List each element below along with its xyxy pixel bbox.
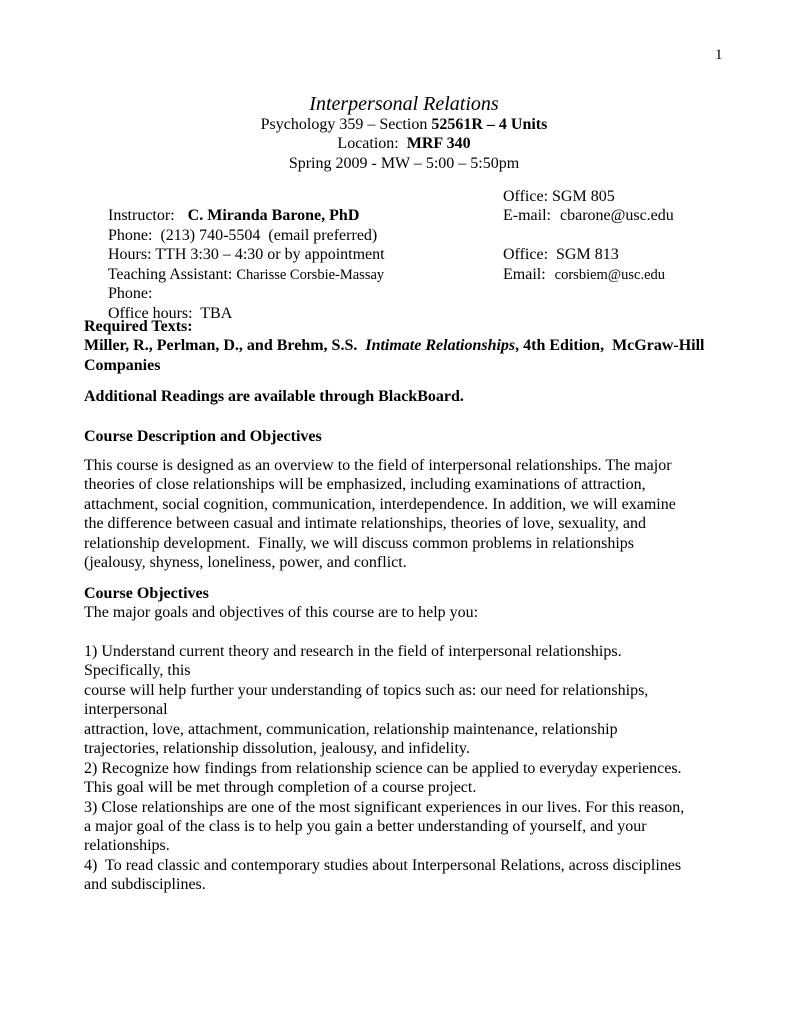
location-value: MRF 340 [406,135,471,153]
description-line: relationship development. Finally, we will discuss common problems in relationships [84,534,634,552]
location-line [84,134,724,153]
course-objectives-intro: The major goals and objectives of this course are to help you: [84,604,479,622]
objective-line: This goal will be met through completion of a course project. [84,779,477,797]
instructor-email: cbarone@usc.edu [559,207,674,225]
instructor-name: C. Miranda Barone, PhD [187,207,360,225]
description-line: the difference between casual and intimate relationships, theories of love, sexuality, and [84,515,647,533]
objective-line: attraction, love, attachment, communication, relationship maintenance, relationship [84,720,618,738]
course-objectives-list [84,642,764,895]
objective-line: 4) To read classic and contemporary studies about Interpersonal Relations, across disciplines [84,856,682,874]
ta-label: Teaching Assistant: [107,265,237,283]
ta-email-line [503,265,665,285]
course-title: Interpersonal Relations [309,93,499,115]
ta-office-hours: Office hours: TBA [108,304,233,322]
description-line: This course is designed as an overview to the field of interpersonal relationships. The major [84,457,672,474]
objective-line: a major goal of the class is to help you gain a better understanding of yourself, and your [84,817,647,835]
textbook-publisher-cont: Companies [84,356,161,374]
objective-line: and subdisciplines. [84,876,206,894]
ta-office: Office: SGM 813 [503,246,619,264]
instructor-phone-row [84,206,724,244]
required-texts-heading: Required Texts: [84,318,193,335]
required-texts [84,317,764,375]
textbook-edition: , 4th Edition, McGraw-Hill [515,337,705,355]
instructor-email-label: E-mail: [503,207,551,225]
instructor-email-line [503,206,674,225]
location-label: Location: [337,135,407,153]
instructor-office: Office: SGM 805 [503,188,615,205]
required-text-citation [84,336,764,355]
objective-line: relationships. [84,837,170,855]
course-section-line [84,115,724,134]
ta-office-hours-row [84,284,724,322]
course-prefix: Psychology 359 – Section [260,116,432,133]
objective-line: 3) Close relationships are one of the most significant experiences in our lives. For this reason, [84,798,685,816]
schedule-line: Spring 2009 - MW – 5:00 – 5:50pm [288,154,520,172]
ta-email: corsbiem@usc.edu [554,266,666,283]
course-objectives-heading: Course Objectives [84,585,209,602]
contact-info [84,187,724,322]
instructor-label: Instructor: [108,207,175,225]
ta-phone-row [84,265,724,303]
additional-readings [84,387,764,406]
page-number: 1 [715,47,723,63]
course-description-section [84,427,764,446]
description-line: theories of close relationships will be emphasized, including examinations of attraction, [84,476,646,494]
description-line: (jealousy, shyness, loneliness, power, and conflict. [84,554,407,572]
ta-name: Charisse Corsbie-Massay [236,266,385,283]
course-description-heading: Course Description and Objectives [84,428,322,445]
instructor-hours: Hours: TTH 3:30 – 4:30 or by appointment [108,246,385,264]
textbook-authors: Miller, R., Perlman, D., and Brehm, S.S. [84,337,366,355]
ta-phone: Phone: [108,285,153,303]
objective-line: interpersonal [84,701,168,719]
textbook-title: Intimate Relationships [365,337,516,355]
course-section: 52561R – 4 Units [431,116,548,133]
objective-line: 2) Recognize how findings from relationship science can be applied to everyday experiences. [84,759,682,777]
course-header [84,93,724,173]
objective-line: Specifically, this [84,662,191,680]
instructor-phone: Phone: (213) 740-5504 (email preferred) [108,226,378,244]
course-objectives-section [84,584,764,623]
objective-line: 1) Understand current theory and research in the field of interpersonal relationships. [84,643,622,660]
ta-email-label: Email: [503,265,546,283]
objective-line: trajectories, relationship dissolution, jealousy, and infidelity. [84,740,470,758]
course-description-paragraph [84,456,764,573]
description-line: attachment, social cognition, communication, interdependence. In addition, we will examine [84,495,676,513]
objective-line: course will help further your understanding of topics such as: our need for relationships, [84,681,649,699]
additional-readings-text: Additional Readings are available through BlackBoard. [84,388,464,405]
